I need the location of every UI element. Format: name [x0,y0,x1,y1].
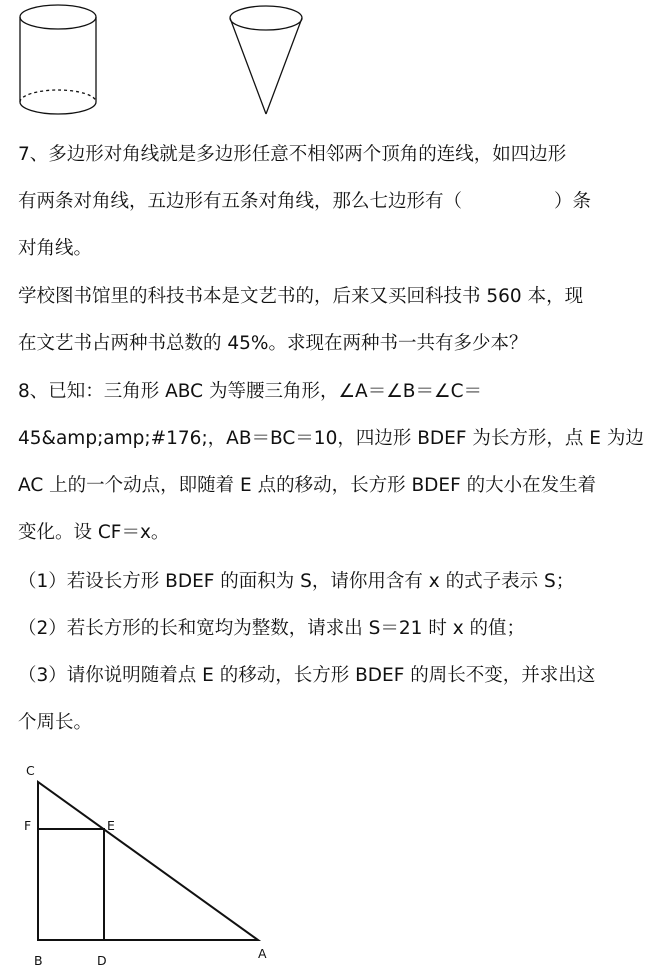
q8-line-4: 变化。设 CF＝x。 [18,522,170,543]
solids-figure [0,0,330,125]
q8-part-3-line-2: 个周长。 [18,712,93,733]
label-c: C [26,763,35,778]
q7-line-2-text: 有两条对角线，五边形有五条对角线，那么七边形有（ [18,191,463,212]
label-f: F [24,818,32,833]
label-a: A [258,946,267,961]
q8-part-3-line-1: （3）请你说明随着点 E 的移动，长方形 BDEF 的周长不变，并求出这 [18,665,596,686]
q8-part-1: （1）若设长方形 BDEF 的面积为 S，请你用含有 x 的式子表示 S； [18,571,575,592]
q7-line-3: 对角线。 [18,238,93,259]
cone-figure [230,6,302,114]
triangle-abc [38,782,258,940]
triangle-figure [0,745,300,976]
q8-line-2: 45&amp;amp;#176;，AB＝BC＝10，四边形 BDEF 为长方形，点 E 为边 [18,428,644,449]
q7-line-1: 7、多边形对角线就是多边形任意不相邻两个顶角的连线，如四边形 [18,144,567,165]
label-d: D [97,953,107,968]
rectangle-bdef [38,829,104,940]
label-e: E [107,818,115,833]
q8-line-3: AC 上的一个动点，即随着 E 点的移动，长方形 BDEF 的大小在发生着 [18,475,597,496]
q8-part-2: （2）若长方形的长和宽均为整数，请求出 S＝21 时 x 的值； [18,618,526,639]
library-line-2: 在文艺书占两种书总数的 45%。求现在两种书一共有多少本？ [18,333,528,354]
q7-line-2-end: ）条 [554,191,592,212]
q7-line-2 [18,190,640,214]
label-b: B [34,953,43,968]
q8-line-1: 8、已知：三角形 ABC 为等腰三角形，∠A＝∠B＝∠C＝ [18,381,482,402]
library-line-1: 学校图书馆里的科技书本是文艺书的，后来又买回科技书 560 本，现 [18,286,584,307]
cylinder-figure [20,5,96,114]
